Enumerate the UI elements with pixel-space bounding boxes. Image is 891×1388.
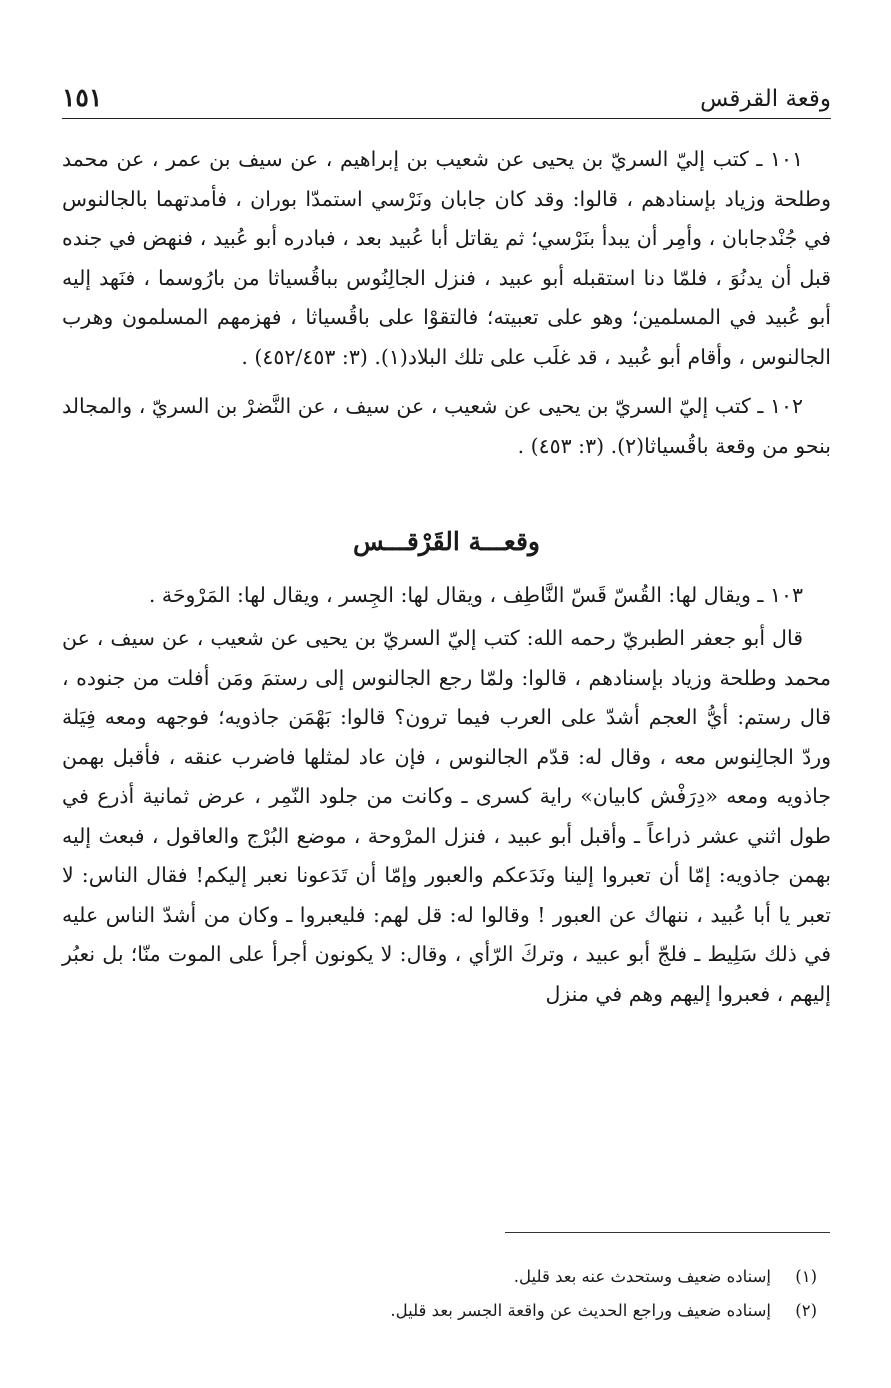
footnote-number: (٢) (795, 1301, 817, 1320)
section-title: وقعـــة القَرْقـــس (353, 527, 540, 556)
paragraph-101: ١٠١ ـ كتب إليّ السريّ بن يحيى عن شعيب بن إبراهيم ، عن سيف بن عمر ، عن محمد وطلحة وزياد بإسنادهم ، قالوا: وقد كان جابان ونَرْسي استمدّا بوران ، فأمدتهما بالجالنوس في جُنْدجابان ، وأمِر أن يبدأ بنَرْسي؛ ثم يقاتل أبا عُبيد بعد ، فبادره أبو عُبيد ، فنهض في جنده قبل أن يدنُوَ ، فلمّا دنا استقبله أبو عبيد ، فنزل الجالِنُوس بباقُسياثا من بارُوسما ، فنَهد إليه أبو عُبيد في المسلمين؛ وهو على تعبيته؛ فالتقوْا على باقُسياثا ، فهزمهم المسلمون وهرب الجالنوس ، وأقام أبو عُبيد ، قد غلَب على تلك البلاد(١). (٣: ٤٥٢/٤٥٣) . (62, 147, 831, 369)
page-body (62, 140, 831, 1024)
page-header (62, 70, 831, 119)
footnotes (62, 1260, 831, 1328)
footnote-1 (62, 1260, 831, 1294)
paragraph-102: ١٠٢ ـ كتب إليّ السريّ بن يحيى عن شعيب ، عن سيف ، عن النَّضرْ بن السريّ ، والمجالد بنحو من وقعة باقُسياثا(٢). (٣: ٤٥٣) . (62, 394, 831, 458)
paragraph-104: قال أبو جعفر الطبريّ رحمه الله: كتب إليّ السريّ بن يحيى عن شعيب ، عن سيف ، عن محمد وطلحة وزياد بإسنادهم ، قالوا: ولمّا رجع الجالنوس إلى رستمَ ومَن أفلت من جنوده ، قال رستم: أيُّ العجم أشدّ على العرب فيما ترون؟ قالوا: بَهْمَن جاذويه؛ فوجهه ومعه فِيَلة وردّ الجالِنوس معه ، وقال له: قدّم الجالنوس ، فإن عاد لمثلها فاضرب عنقه ، فأقبل بهمن جاذويه ومعه «دِرَفْش كابيان» راية كسرى ـ وكانت من جلود النّمِر ، عرض ثمانية أذرع في طول اثني عشر ذراعاً ـ وأقبل أبو عبيد ، فنزل المرْوحة ، موضع البُرْج والعاقول ، فبعث إليه بهمن جاذويه: إمّا أن تعبروا إلينا ونَدَعكم والعبور وإمّا أن تَدَعونا نعبر إليكم! فقال الناس: لا تعبر يا أبا عُبيد ، ننهاك عن العبور ! وقالوا له: قل لهم: فليعبروا ـ وكان من أشدّ الناس عليه في ذلك سَلِيط ـ فلجّ أبو عبيد ، وتركَ الرّأي ، وقال: لا يكونون أجرأ على الموت منّا؛ بل نعبُر إليهم ، فعبروا إليهم وهم في منزل (62, 626, 831, 1006)
footnote-2 (62, 1294, 831, 1328)
footnote-text: إسناده ضعيف وراجع الحديث عن واقعة الجسر بعد قليل. (390, 1301, 771, 1320)
running-title: وقعة القرقس (700, 86, 831, 112)
footnote-number: (١) (795, 1267, 817, 1286)
paragraph-103: ١٠٣ ـ ويقال لها: القُسّ قَسّ النَّاطِف ، ويقال لها: الجِسر ، ويقال لها: المَرْوحَة . (148, 582, 803, 607)
footnote-divider (505, 1232, 830, 1233)
page-number: ١٥١ (62, 83, 103, 112)
footnote-text: إسناده ضعيف وستحدث عنه بعد قليل. (513, 1267, 771, 1286)
